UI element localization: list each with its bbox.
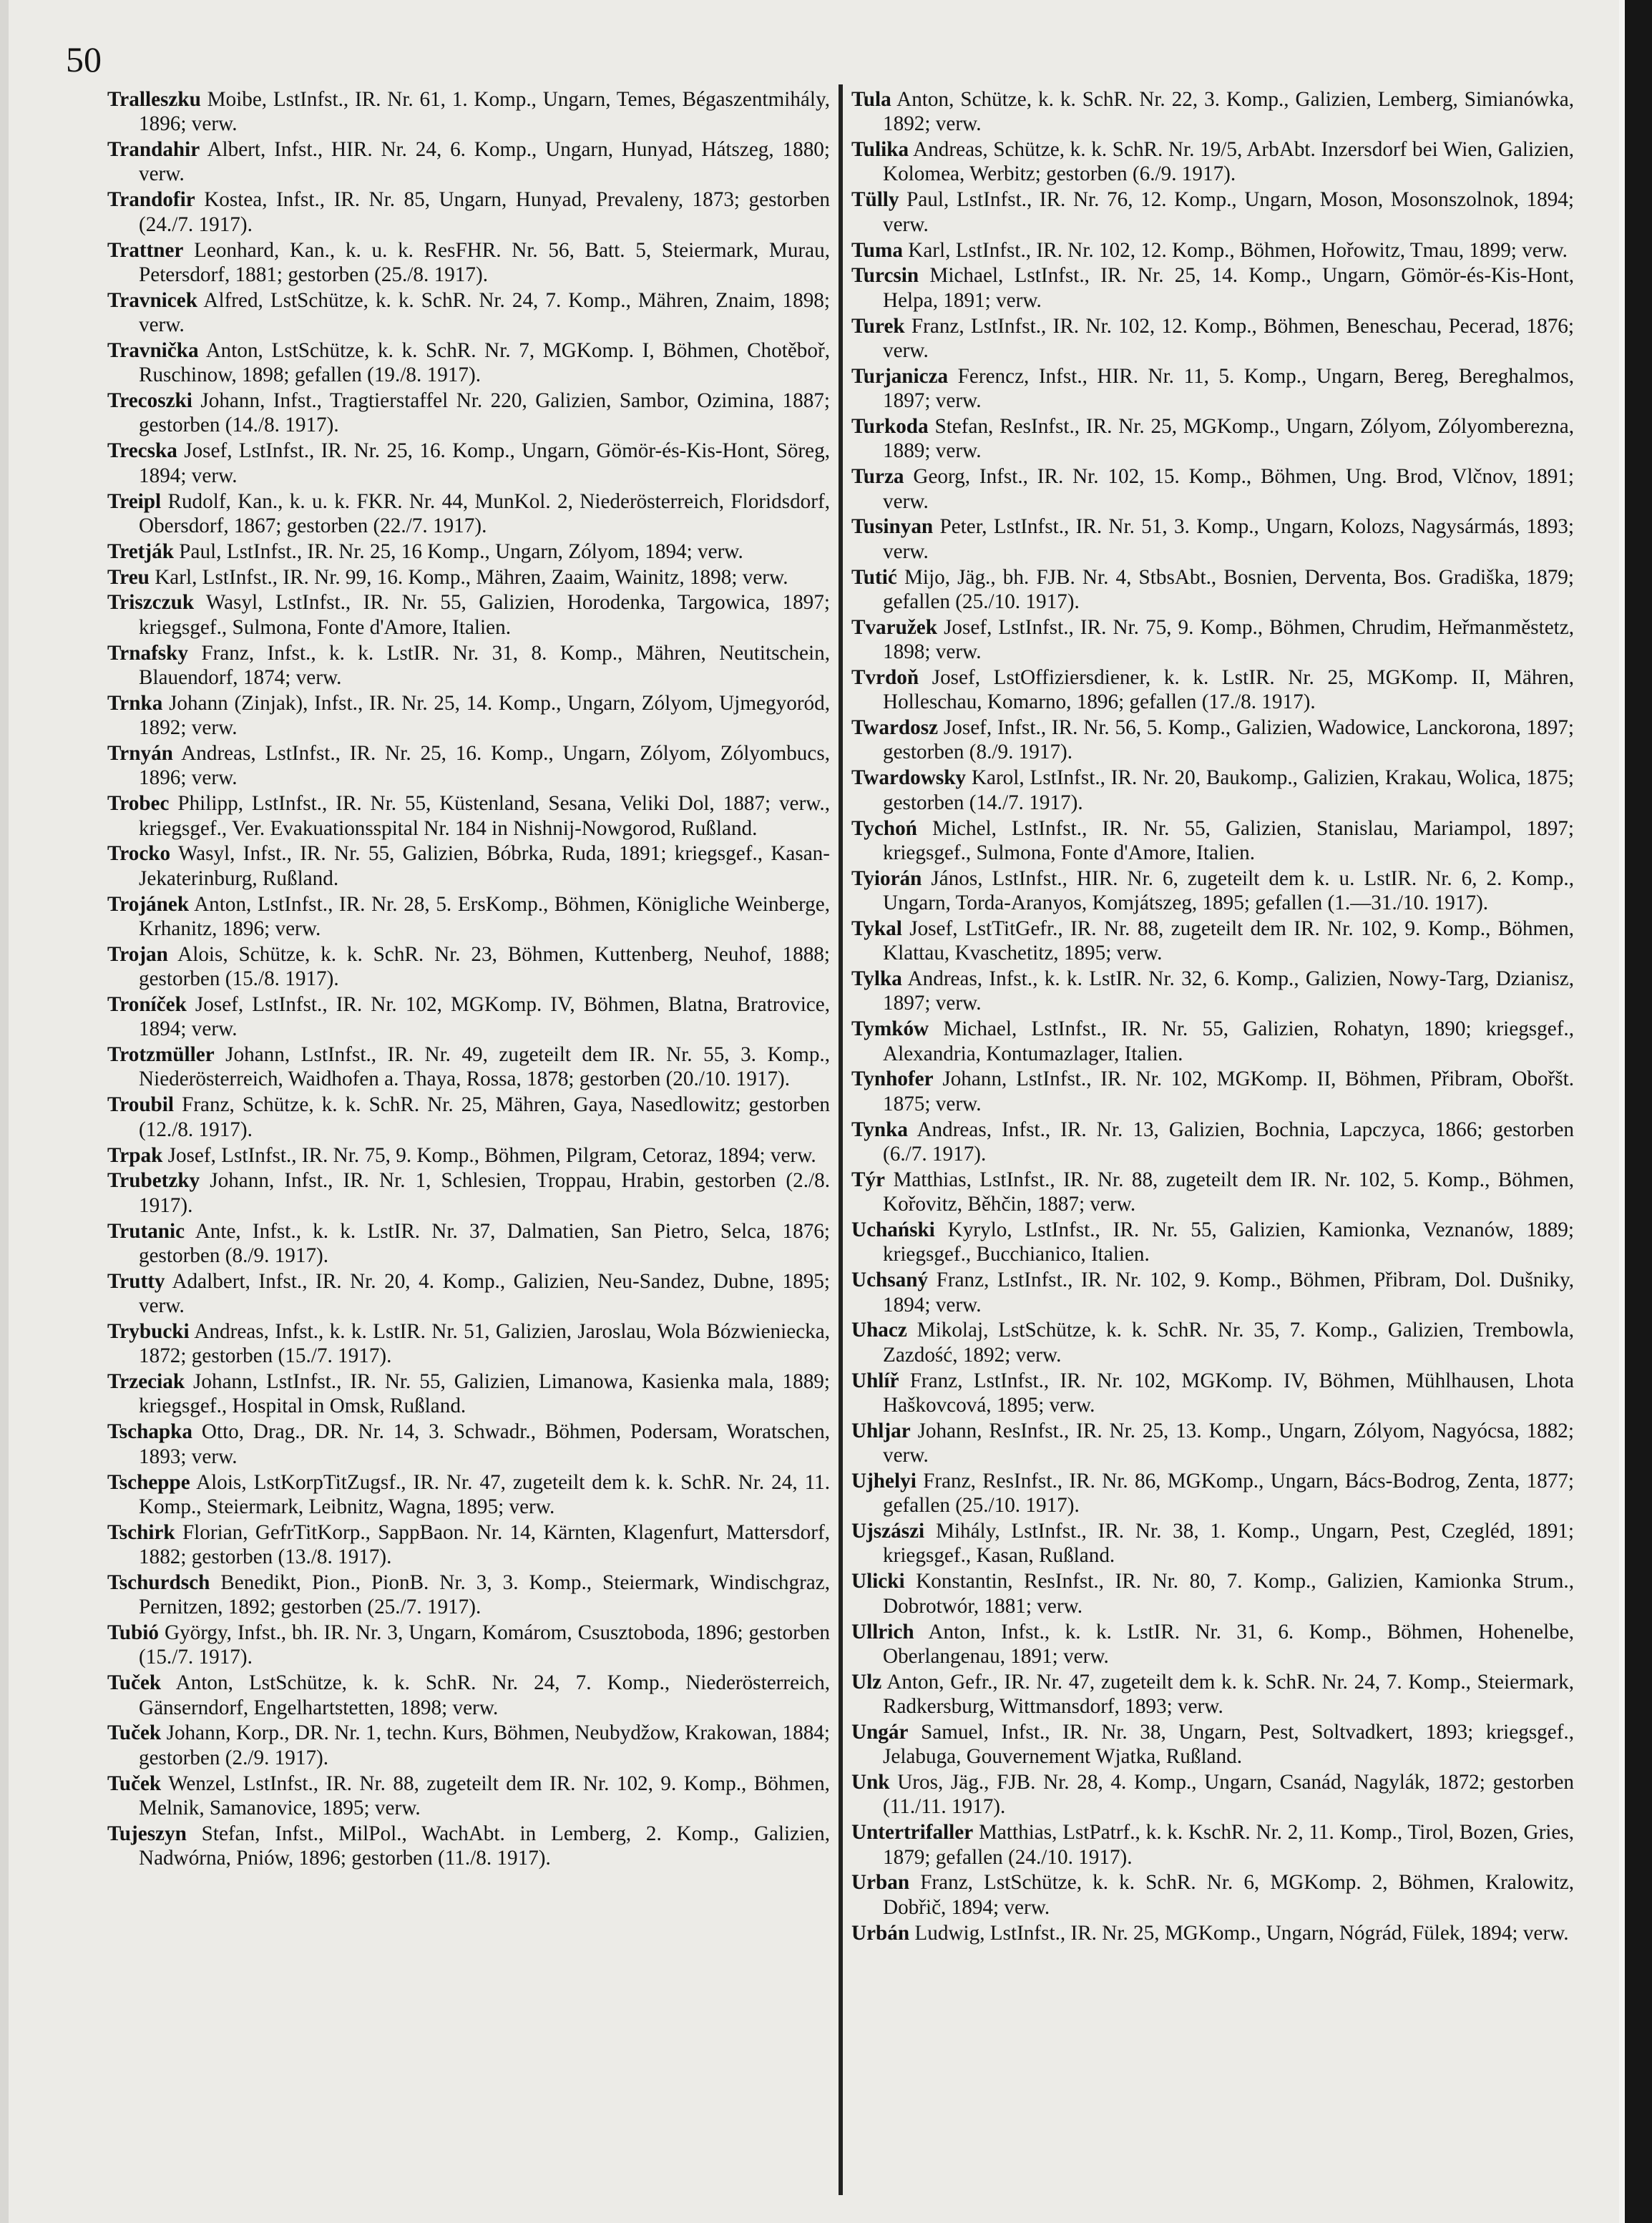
list-entry bbox=[107, 1168, 830, 1218]
entry-details: Anton, Schütze, k. k. SchR. Nr. 22, 3. Komp., Galizien, Lemberg, Simianówka, 1892; verw. bbox=[883, 88, 1574, 136]
list-entry bbox=[107, 1143, 830, 1168]
entry-surname: Trutanic bbox=[107, 1219, 185, 1243]
entry-surname: Tynka bbox=[851, 1118, 908, 1141]
entry-details: Adalbert, Infst., IR. Nr. 20, 4. Komp., Galizien, Neu-Sandez, Dubne, 1895; verw. bbox=[139, 1269, 830, 1318]
entry-details: Mihály, LstInfst., IR. Nr. 38, 1. Komp., Ungarn, Pest, Czegléd, 1891; kriegsgef., Kasan, Rußland. bbox=[883, 1520, 1574, 1568]
entry-details: Anton, LstSchütze, k. k. SchR. Nr. 7, MGKomp. I, Böhmen, Chotěboř, Ruschinow, 1898; gefallen (19./8. 1917). bbox=[139, 338, 830, 387]
entry-surname: Tylka bbox=[851, 967, 902, 991]
list-entry bbox=[107, 439, 830, 488]
entry-surname: Tynhofer bbox=[851, 1067, 934, 1091]
entry-surname: Travnicek bbox=[107, 288, 197, 312]
list-entry bbox=[851, 1921, 1574, 1945]
entry-details: Andreas, Infst., k. k. LstIR. Nr. 51, Galizien, Jaroslau, Wola Bózwieniecka, 1872; gestorben (15./7. 1917). bbox=[139, 1319, 830, 1368]
entry-details: Andreas, LstInfst., IR. Nr. 25, 16. Komp., Ungarn, Zólyom, Zólyombucs, 1896; verw. bbox=[139, 742, 830, 790]
list-entry bbox=[107, 1319, 830, 1369]
list-entry bbox=[107, 1520, 830, 1570]
list-entry bbox=[107, 1772, 830, 1821]
list-entry bbox=[851, 665, 1574, 715]
list-entry bbox=[107, 489, 830, 539]
entry-details: Josef, LstOffiziersdiener, k. k. LstIR. Nr. 25, MGKomp. II, Mähren, Holleschau, Komarno, 1896; gefallen (17./8. 1917). bbox=[883, 665, 1574, 714]
entry-details: Philipp, LstInfst., IR. Nr. 55, Küstenland, Sesana, Veliki Dol, 1887; verw., kriegsgef., Ver. Evakuationsspital Nr. 184 in Nishnij-Nowgorod, Rußland. bbox=[139, 792, 830, 840]
entry-details: János, LstInfst., HIR. Nr. 6, zugeteilt dem k. u. LstIR. Nr. 6, 2. Komp., Ungarn, Torda-Aranyos, Komjátszeg, 1895; gefallen (1.—31./10. 1917). bbox=[883, 866, 1574, 914]
entry-surname: Turcsin bbox=[851, 264, 919, 288]
entry-details: Karol, LstInfst., IR. Nr. 20, Baukomp., Galizien, Krakau, Wolica, 1875; gestorben (14./7. 1917). bbox=[883, 766, 1574, 814]
entry-details: György, Infst., bh. IR. Nr. 3, Ungarn, Komárom, Csusztoboda, 1896; gestorben (15./7. 1917). bbox=[139, 1621, 830, 1669]
entry-surname: Uhljar bbox=[851, 1419, 911, 1442]
entry-details: Stefan, Infst., MilPol., WachAbt. in Lemberg, 2. Komp., Galizien, Nadwórna, Pniów, 1896; gestorben (11./8. 1917). bbox=[139, 1822, 830, 1870]
list-entry bbox=[851, 1519, 1574, 1568]
entry-details: Leonhard, Kan., k. u. k. ResFHR. Nr. 56, Batt. 5, Steiermark, Murau, Petersdorf, 1881; gestorben (25./8. 1917). bbox=[139, 238, 830, 286]
entry-details: Johann, Korp., DR. Nr. 1, techn. Kurs, Böhmen, Neubydžow, Krakowan, 1884; gestorben (2./9. 1917). bbox=[139, 1721, 830, 1769]
entry-details: Alois, LstKorpTitZugsf., IR. Nr. 47, zugeteilt dem k. k. SchR. Nr. 24, 11. Komp., Steiermark, Leibnitz, Wagna, 1895; verw. bbox=[139, 1470, 830, 1518]
entry-details: Otto, Drag., DR. Nr. 14, 3. Schwadr., Böhmen, Podersam, Woratschen, 1893; verw. bbox=[139, 1420, 830, 1468]
list-entry bbox=[107, 565, 830, 590]
entry-details: Anton, LstSchütze, k. k. SchR. Nr. 24, 7. Komp., Niederösterreich, Gänserndorf, Engelhartstetten, 1898; verw. bbox=[139, 1671, 830, 1719]
list-entry bbox=[851, 565, 1574, 615]
entry-details: Konstantin, ResInfst., IR. Nr. 80, 7. Komp., Galizien, Kamionka Strum., Dobrotwór, 1881; verw. bbox=[883, 1570, 1574, 1618]
list-entry bbox=[107, 1671, 830, 1720]
entry-surname: Trecoszki bbox=[107, 389, 192, 413]
list-entry bbox=[851, 1469, 1574, 1518]
entry-details: Josef, LstInfst., IR. Nr. 75, 9. Komp., Böhmen, Pilgram, Cetoraz, 1894; verw. bbox=[167, 1143, 816, 1167]
list-entry bbox=[107, 1470, 830, 1520]
list-entry bbox=[851, 1017, 1574, 1066]
list-entry bbox=[107, 1093, 830, 1142]
scan-right-edge bbox=[1625, 0, 1652, 2223]
entry-details: Karl, LstInfst., IR. Nr. 99, 16. Komp., Mähren, Zaaim, Wainitz, 1898; verw. bbox=[155, 565, 788, 589]
entry-details: Peter, LstInfst., IR. Nr. 51, 3. Komp., Ungarn, Kolozs, Nagysármás, 1893; verw. bbox=[883, 515, 1574, 563]
entry-surname: Tymków bbox=[851, 1017, 929, 1041]
entry-surname: Trattner bbox=[107, 238, 184, 262]
entry-surname: Turek bbox=[851, 314, 905, 338]
entry-details: Alfred, LstSchütze, k. k. SchR. Nr. 24, 7. Komp., Mähren, Znaim, 1898; verw. bbox=[139, 288, 830, 337]
entry-details: Uros, Jäg., FJB. Nr. 28, 4. Komp., Ungarn, Csanád, Nagylák, 1872; gestorben (11./11. 1917). bbox=[883, 1771, 1574, 1819]
entry-surname: Tuček bbox=[107, 1721, 162, 1745]
page-number: 50 bbox=[66, 39, 102, 79]
entry-surname: Trnafsky bbox=[107, 641, 188, 665]
entry-surname: Trocko bbox=[107, 842, 171, 866]
list-entry bbox=[107, 1042, 830, 1092]
entry-surname: Trobec bbox=[107, 792, 170, 816]
entry-details: Kyrylo, LstInfst., IR. Nr. 55, Galizien, Kamionka, Veznanów, 1889; kriegsgef., Bucchianico, Italien. bbox=[883, 1218, 1574, 1266]
scan-left-edge bbox=[0, 0, 9, 2223]
entry-details: Michael, LstInfst., IR. Nr. 55, Galizien, Rohatyn, 1890; kriegsgef., Alexandria, Kontumazlager, Italien. bbox=[883, 1017, 1574, 1065]
entry-details: Ludwig, LstInfst., IR. Nr. 25, MGKomp., Ungarn, Nógrád, Fülek, 1894; verw. bbox=[914, 1921, 1569, 1945]
entry-details: Josef, Infst., IR. Nr. 56, 5. Komp., Galizien, Wadowice, Lanckorona, 1897; gestorben (8./9. 1917). bbox=[883, 716, 1574, 764]
list-entry bbox=[107, 539, 830, 564]
list-entry bbox=[107, 741, 830, 791]
list-entry bbox=[107, 641, 830, 690]
entry-details: Matthias, LstPatrf., k. k. KschR. Nr. 2, 11. Komp., Tirol, Bozen, Gries, 1879; gefallen (24./10. 1917). bbox=[883, 1821, 1574, 1869]
list-entry bbox=[107, 992, 830, 1042]
entry-details: Paul, LstInfst., IR. Nr. 76, 12. Komp., Ungarn, Moson, Mosonszolnok, 1894; verw. bbox=[883, 188, 1574, 236]
entry-surname: Treu bbox=[107, 565, 150, 589]
entry-surname: Urban bbox=[851, 1871, 910, 1895]
entry-surname: Ujhelyi bbox=[851, 1469, 917, 1492]
entry-details: Johann (Zinjak), Infst., IR. Nr. 25, 14. Komp., Ungarn, Zólyom, Ujmegyoród, 1892; verw. bbox=[139, 691, 830, 740]
entry-details: Andreas, Infst., IR. Nr. 13, Galizien, Bochnia, Lapczyca, 1866; gestorben (6./7. 1917). bbox=[883, 1118, 1574, 1166]
entry-surname: Tscheppe bbox=[107, 1470, 190, 1494]
entry-details: Moibe, LstInfst., IR. Nr. 61, 1. Komp., Ungarn, Temes, Bégaszentmihály, 1896; verw. bbox=[139, 88, 830, 136]
entry-details: Johann, LstInfst., IR. Nr. 55, Galizien, Limanowa, Kasienka mala, 1889; kriegsgef., Hospital in Omsk, Rußland. bbox=[139, 1370, 830, 1418]
list-entry bbox=[851, 1067, 1574, 1116]
entry-surname: Trpak bbox=[107, 1143, 163, 1167]
entry-surname: Trojánek bbox=[107, 892, 190, 916]
entry-details: Anton, LstInfst., IR. Nr. 28, 5. ErsKomp., Böhmen, Königliche Weinberge, Krhanitz, 1896; verw. bbox=[139, 892, 830, 940]
list-entry bbox=[851, 137, 1574, 187]
list-entry bbox=[107, 1420, 830, 1469]
entry-details: Andreas, Schütze, k. k. SchR. Nr. 19/5, ArbAbt. Inzersdorf bei Wien, Galizien, Kolomea, Werbitz; gestorben (6./9. 1917). bbox=[883, 138, 1574, 186]
entry-surname: Tschurdsch bbox=[107, 1570, 210, 1594]
entry-details: Johann, ResInfst., IR. Nr. 25, 13. Komp., Ungarn, Zólyom, Nagyócsa, 1882; verw. bbox=[883, 1419, 1574, 1467]
entry-surname: Trybucki bbox=[107, 1319, 190, 1343]
list-entry bbox=[851, 615, 1574, 665]
list-entry bbox=[851, 766, 1574, 815]
entry-details: Wenzel, LstInfst., IR. Nr. 88, zugeteilt dem IR. Nr. 102, 9. Komp., Böhmen, Melnik, Samanovice, 1895; verw. bbox=[139, 1772, 830, 1819]
list-entry bbox=[851, 1720, 1574, 1769]
entry-surname: Trubetzky bbox=[107, 1169, 200, 1193]
entry-details: Franz, LstInfst., IR. Nr. 102, 12. Komp., Böhmen, Beneschau, Pecerad, 1876; verw. bbox=[883, 314, 1574, 362]
entry-details: Mijo, Jäg., bh. FJB. Nr. 4, StbsAbt., Bosnien, Derventa, Bos. Gradiška, 1879; gefallen (25./10. 1917). bbox=[883, 565, 1574, 613]
entry-surname: Tretják bbox=[107, 539, 174, 563]
list-entry bbox=[851, 514, 1574, 564]
entry-surname: Trandofir bbox=[107, 188, 195, 212]
entry-surname: Uchański bbox=[851, 1218, 935, 1242]
entry-details: Franz, Infst., k. k. LstIR. Nr. 31, 8. Komp., Mähren, Neutitschein, Blauendorf, 1874; verw. bbox=[139, 641, 830, 689]
list-entry bbox=[107, 87, 830, 137]
entry-details: Mikolaj, LstSchütze, k. k. SchR. Nr. 35, 7. Komp., Galizien, Trembowla, Zazdość, 1892; verw. bbox=[883, 1319, 1574, 1367]
entry-details: Stefan, ResInfst., IR. Nr. 25, MGKomp., Ungarn, Zólyom, Zólyomberezna, 1889; verw. bbox=[883, 415, 1574, 463]
entry-details: Karl, LstInfst., IR. Nr. 102, 12. Komp., Böhmen, Hořowitz, Tmau, 1899; verw. bbox=[908, 238, 1568, 262]
entry-details: Matthias, LstInfst., IR. Nr. 88, zugeteilt dem IR. Nr. 102, 5. Komp., Böhmen, Kořovitz, Běhčin, 1887; verw. bbox=[883, 1168, 1574, 1216]
entry-surname: Trojan bbox=[107, 942, 168, 966]
entry-details: Michel, LstInfst., IR. Nr. 55, Galizien, Stanislau, Mariampol, 1897; kriegsgef., Sulmona, Fonte d'Amore, Italien. bbox=[883, 816, 1574, 864]
list-entry bbox=[107, 590, 830, 640]
list-entry bbox=[107, 1822, 830, 1871]
entry-details: Franz, LstSchütze, k. k. SchR. Nr. 6, MGKomp. 2, Böhmen, Kralowitz, Dobřič, 1894; verw. bbox=[883, 1871, 1574, 1919]
entry-surname: Untertrifaller bbox=[851, 1821, 974, 1845]
entry-surname: Tülly bbox=[851, 188, 899, 212]
list-entry bbox=[107, 137, 830, 187]
entry-surname: Tyiorán bbox=[851, 866, 922, 890]
entry-details: Alois, Schütze, k. k. SchR. Nr. 23, Böhmen, Kuttenberg, Neuhof, 1888; gestorben (15./8. 1917). bbox=[139, 942, 830, 991]
list-entry bbox=[107, 1269, 830, 1319]
entry-surname: Uhlíř bbox=[851, 1369, 899, 1392]
list-entry bbox=[107, 1369, 830, 1419]
entry-surname: Tvaružek bbox=[851, 615, 937, 639]
entry-surname: Tubió bbox=[107, 1621, 159, 1645]
entry-surname: Ujszászi bbox=[851, 1520, 925, 1543]
entry-surname: Tujeszyn bbox=[107, 1822, 187, 1845]
list-entry bbox=[107, 1621, 830, 1670]
list-entry bbox=[851, 464, 1574, 514]
entry-surname: Ungár bbox=[851, 1720, 909, 1744]
left-column bbox=[107, 87, 830, 2198]
entry-surname: Urbán bbox=[851, 1921, 910, 1945]
entry-surname: Ullrich bbox=[851, 1620, 914, 1643]
scan-edge-highlight bbox=[1619, 0, 1625, 2223]
entry-surname: Travnička bbox=[107, 338, 199, 362]
right-column bbox=[851, 87, 1574, 2198]
list-entry bbox=[107, 942, 830, 992]
entry-surname: Tykal bbox=[851, 917, 902, 940]
entry-surname: Turkoda bbox=[851, 415, 929, 439]
entry-surname: Twardosz bbox=[851, 716, 939, 740]
list-entry bbox=[851, 238, 1574, 263]
entry-details: Georg, Infst., IR. Nr. 102, 15. Komp., Böhmen, Ung. Brod, Vlčnov, 1891; verw. bbox=[883, 465, 1574, 513]
list-entry bbox=[851, 917, 1574, 966]
list-entry bbox=[851, 1369, 1574, 1418]
entry-surname: Tschirk bbox=[107, 1520, 175, 1544]
entry-details: Johann, LstInfst., IR. Nr. 102, MGKomp. II, Böhmen, Přibram, Obořšt. 1875; verw. bbox=[883, 1067, 1574, 1115]
list-entry bbox=[851, 1419, 1574, 1468]
entry-surname: Uchsaný bbox=[851, 1269, 929, 1292]
entry-surname: Trecska bbox=[107, 439, 177, 463]
list-entry bbox=[107, 238, 830, 288]
list-entry bbox=[851, 414, 1574, 464]
entry-surname: Trutty bbox=[107, 1269, 165, 1293]
list-entry bbox=[107, 1721, 830, 1770]
list-entry bbox=[851, 263, 1574, 313]
list-entry bbox=[851, 187, 1574, 237]
entry-surname: Tulika bbox=[851, 138, 909, 162]
list-entry bbox=[851, 314, 1574, 363]
list-entry bbox=[851, 364, 1574, 414]
entry-surname: Unk bbox=[851, 1771, 890, 1794]
entry-surname: Týr bbox=[851, 1168, 886, 1191]
entry-details: Johann, LstInfst., IR. Nr. 49, zugeteilt dem IR. Nr. 55, 3. Komp., Niederösterreich, Waidhofen a. Thaya, Rossa, 1878; gestorben (20./10. 1917). bbox=[139, 1043, 830, 1091]
list-entry bbox=[851, 1820, 1574, 1870]
entry-surname: Trotzmüller bbox=[107, 1043, 215, 1067]
entry-surname: Treipl bbox=[107, 489, 162, 513]
list-entry bbox=[851, 1620, 1574, 1669]
entry-details: Anton, Gefr., IR. Nr. 47, zugeteilt dem k. k. SchR. Nr. 24, 7. Komp., Steiermark, Radkersburg, Wittmansdorf, 1893; verw. bbox=[883, 1670, 1574, 1718]
entry-surname: Tuček bbox=[107, 1671, 162, 1695]
list-entry bbox=[851, 1670, 1574, 1719]
entry-surname: Trnka bbox=[107, 691, 163, 715]
entry-surname: Tutić bbox=[851, 565, 897, 589]
entry-details: Andreas, Infst., k. k. LstIR. Nr. 32, 6. Komp., Galizien, Nowy-Targ, Dzianisz, 1897; verw. bbox=[883, 967, 1574, 1015]
entry-surname: Tralleszku bbox=[107, 88, 201, 111]
entry-details: Albert, Infst., HIR. Nr. 24, 6. Komp., Ungarn, Hunyad, Hátszeg, 1880; verw. bbox=[139, 138, 830, 186]
entry-details: Franz, Schütze, k. k. SchR. Nr. 25, Mähren, Gaya, Nasedlowitz; gestorben (12./8. 1917). bbox=[139, 1093, 830, 1141]
list-entry bbox=[851, 1168, 1574, 1217]
entry-details: Franz, LstInfst., IR. Nr. 102, MGKomp. IV, Böhmen, Mühlhausen, Lhota Haškovcová, 1895; verw. bbox=[883, 1369, 1574, 1417]
list-entry bbox=[851, 1569, 1574, 1618]
entry-surname: Turza bbox=[851, 465, 904, 489]
entry-surname: Ulicki bbox=[851, 1570, 905, 1593]
list-entry bbox=[851, 1218, 1574, 1267]
entry-surname: Trzeciak bbox=[107, 1370, 185, 1394]
entry-details: Kostea, Infst., IR. Nr. 85, Ungarn, Hunyad, Prevaleny, 1873; gestorben (24./7. 1917). bbox=[139, 188, 830, 236]
list-entry bbox=[107, 892, 830, 942]
entry-surname: Troníček bbox=[107, 992, 187, 1016]
entry-surname: Tusinyan bbox=[851, 515, 934, 539]
entry-details: Johann, Infst., Tragtierstaffel Nr. 220, Galizien, Sambor, Ozimina, 1887; gestorben (14./8. 1917). bbox=[139, 389, 830, 437]
entry-details: Rudolf, Kan., k. u. k. FKR. Nr. 44, MunKol. 2, Niederösterreich, Floridsdorf, Obersdorf, 1867; gestorben (22./7. 1917). bbox=[139, 489, 830, 537]
list-entry bbox=[107, 1219, 830, 1269]
entry-details: Johann, Infst., IR. Nr. 1, Schlesien, Troppau, Hrabin, gestorben (2./8. 1917). bbox=[139, 1169, 830, 1217]
list-entry bbox=[851, 866, 1574, 916]
entry-details: Josef, LstInfst., IR. Nr. 102, MGKomp. IV, Böhmen, Blatna, Bratrovice, 1894; verw. bbox=[139, 992, 830, 1041]
entry-details: Wasyl, LstInfst., IR. Nr. 55, Galizien, Horodenka, Targowica, 1897; kriegsgef., Sulmona, Fonte d'Amore, Italien. bbox=[139, 591, 830, 639]
entry-surname: Uhacz bbox=[851, 1319, 907, 1342]
entry-surname: Ulz bbox=[851, 1670, 882, 1694]
entry-surname: Turjanicza bbox=[851, 364, 949, 388]
list-entry bbox=[851, 1770, 1574, 1819]
entry-details: Paul, LstInfst., IR. Nr. 25, 16 Komp., Ungarn, Zólyom, 1894; verw. bbox=[179, 539, 743, 563]
list-entry bbox=[851, 816, 1574, 866]
entry-surname: Tula bbox=[851, 88, 891, 111]
list-entry bbox=[107, 1570, 830, 1620]
list-entry bbox=[107, 841, 830, 891]
entry-surname: Twardowsky bbox=[851, 766, 967, 790]
entry-details: Florian, GefrTitKorp., SappBaon. Nr. 14, Kärnten, Klagenfurt, Mattersdorf, 1882; gestorben (13./8. 1917). bbox=[139, 1520, 830, 1569]
entry-surname: Tvrdoň bbox=[851, 665, 919, 689]
entry-details: Ante, Infst., k. k. LstIR. Nr. 37, Dalmatien, San Pietro, Selca, 1876; gestorben (8./9. 1917). bbox=[139, 1219, 830, 1267]
list-entry bbox=[851, 967, 1574, 1016]
list-entry bbox=[107, 187, 830, 237]
column-divider bbox=[839, 84, 843, 2195]
entry-details: Michael, LstInfst., IR. Nr. 25, 14. Komp., Ungarn, Gömör-és-Kis-Hont, Helpa, 1891; verw. bbox=[883, 264, 1574, 312]
list-entry bbox=[851, 1870, 1574, 1920]
list-entry bbox=[851, 1268, 1574, 1317]
list-entry bbox=[107, 288, 830, 338]
list-entry bbox=[851, 87, 1574, 137]
entry-details: Josef, LstTitGefr., IR. Nr. 88, zugeteilt dem IR. Nr. 102, 9. Komp., Böhmen, Klattau, Kvaschetitz, 1895; verw. bbox=[883, 917, 1574, 965]
entry-details: Anton, Infst., k. k. LstIR. Nr. 31, 6. Komp., Böhmen, Hohenelbe, Oberlangenau, 1891; verw. bbox=[883, 1620, 1574, 1668]
list-entry bbox=[107, 691, 830, 741]
entry-surname: Triszczuk bbox=[107, 591, 195, 615]
list-entry bbox=[107, 389, 830, 438]
entry-surname: Troubil bbox=[107, 1093, 175, 1117]
list-entry bbox=[107, 791, 830, 841]
entry-details: Wasyl, Infst., IR. Nr. 55, Galizien, Bóbrka, Ruda, 1891; kriegsgef., Kasan-Jekaterinburg, Rußland. bbox=[139, 842, 830, 890]
entry-surname: Tychoń bbox=[851, 816, 917, 840]
entry-surname: Trnyán bbox=[107, 742, 173, 766]
entry-details: Franz, LstInfst., IR. Nr. 102, 9. Komp., Böhmen, Přibram, Dol. Dušniky, 1894; verw. bbox=[883, 1269, 1574, 1316]
entry-details: Benedikt, Pion., PionB. Nr. 3, 3. Komp., Steiermark, Windischgraz, Pernitzen, 1892; gestorben (25./7. 1917). bbox=[139, 1570, 830, 1619]
entry-surname: Tuček bbox=[107, 1772, 162, 1795]
entry-surname: Trandahir bbox=[107, 138, 200, 162]
entry-details: Josef, LstInfst., IR. Nr. 25, 16. Komp., Ungarn, Gömör-és-Kis-Hont, Söreg, 1894; verw. bbox=[139, 439, 830, 487]
entry-surname: Tschapka bbox=[107, 1420, 192, 1444]
list-entry bbox=[851, 1118, 1574, 1167]
entry-details: Franz, ResInfst., IR. Nr. 86, MGKomp., Ungarn, Bács-Bodrog, Zenta, 1877; gefallen (25./10. 1917). bbox=[883, 1469, 1574, 1518]
entry-details: Ferencz, Infst., HIR. Nr. 11, 5. Komp., Ungarn, Bereg, Bereghalmos, 1897; verw. bbox=[883, 364, 1574, 413]
list-entry bbox=[851, 1318, 1574, 1367]
entry-details: Samuel, Infst., IR. Nr. 38, Ungarn, Pest, Soltvadkert, 1893; kriegsgef., Jelabuga, Gouvernement Wjatka, Rußland. bbox=[883, 1720, 1574, 1769]
entry-surname: Tuma bbox=[851, 238, 903, 262]
list-entry bbox=[107, 338, 830, 388]
list-entry bbox=[851, 715, 1574, 765]
entry-details: Josef, LstInfst., IR. Nr. 75, 9. Komp., Böhmen, Chrudim, Heřmanměstetz, 1898; verw. bbox=[883, 615, 1574, 664]
